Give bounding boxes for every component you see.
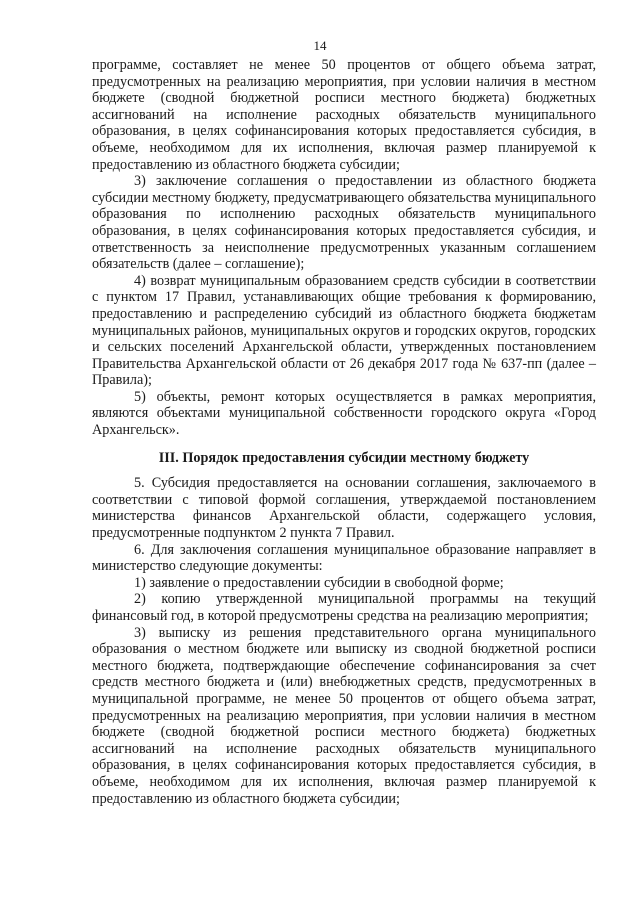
page-number: 14 bbox=[313, 38, 327, 53]
paragraph-doc-item-1: 1) заявление о предоставлении субсидии в свободной форме; bbox=[134, 574, 504, 591]
paragraph-clause-5: 5. Субсидия предоставляется на основании соглашения, заключаемого в соответствии с типовой формой соглашения, утверждаемой постановлением министерства финансов Архангельской области, содержащего условия, предусмотренные подпунктом 2 пункта 7 Правил. bbox=[92, 475, 596, 542]
document-body bbox=[92, 57, 596, 807]
paragraph-doc-item-2: 2) копию утвержденной муниципальной программы на текущий финансовый год, в которой предусмотрены средства на реализацию мероприятия; bbox=[92, 591, 596, 624]
paragraph-continuation: программе, составляет не менее 50 процентов от общего объема затрат, предусмотренных на реализацию мероприятия, при условии наличия в местном бюджете (сводной бюджетной росписи местного бюджета) бюджетных ассигнований на исполнение расходных обязательств муниципального образования, в целях софинансирования которых предоставляется субсидия, в объеме, необходимом для их исполнения, включая размер планируемой к предоставлению из областного бюджета субсидии; bbox=[92, 57, 596, 173]
paragraph-item-5: 5) объекты, ремонт которых осуществляется в рамках мероприятия, являются объектами муниципальной собственности городского округа «Город Архангельск». bbox=[92, 388, 596, 439]
paragraph-clause-6: 6. Для заключения соглашения муниципальное образование направляет в министерство следующие документы: bbox=[92, 541, 596, 575]
section-heading: III. Порядок предоставления субсидии местному бюджету bbox=[158, 449, 530, 466]
paragraph-item-4: 4) возврат муниципальным образованием средств субсидии в соответствии с пунктом 17 Правил, устанавливающих общие требования к формированию, предоставлению и распределению субсидий из областного бюджета бюджетам муниципальных районов, муниципальных округов и городских округов, городских и сельских поселений Архангельской области, утвержденных постановлением Правительства Архангельской области от 26 декабря 2017 года № 637-пп (далее – Правила); bbox=[92, 272, 596, 389]
paragraph-item-3: 3) заключение соглашения о предоставлении из областного бюджета субсидии местному бюджету, предусматривающего обязательства муниципального образования по исполнению расходных обязательств муниципального образования, в целях софинансирования которых предоставляется субсидия, и ответственность за неисполнение предусмотренных указанным соглашением обязательств (далее – соглашение); bbox=[92, 173, 596, 273]
paragraph-doc-item-3: 3) выписку из решения представительного органа муниципального образования о местном бюджете или выписку из сводной бюджетной росписи местного бюджета, подтверждающие обеспечение софинансирования за счет средств местного бюджета и (или) внебюджетных средств, предусмотренных в муниципальной программе, не менее 50 процентов от общего объема затрат, предусмотренных на реализацию мероприятия, при условии наличия в местном бюджете (сводной бюджетной росписи местного бюджета) бюджетных ассигнований на исполнение расходных обязательств муниципального образования, в целях софинансирования которых предоставляется субсидия, в объеме, необходимом для их исполнения, включая размер планируемой к предоставлению из областного бюджета субсидии; bbox=[92, 624, 596, 807]
